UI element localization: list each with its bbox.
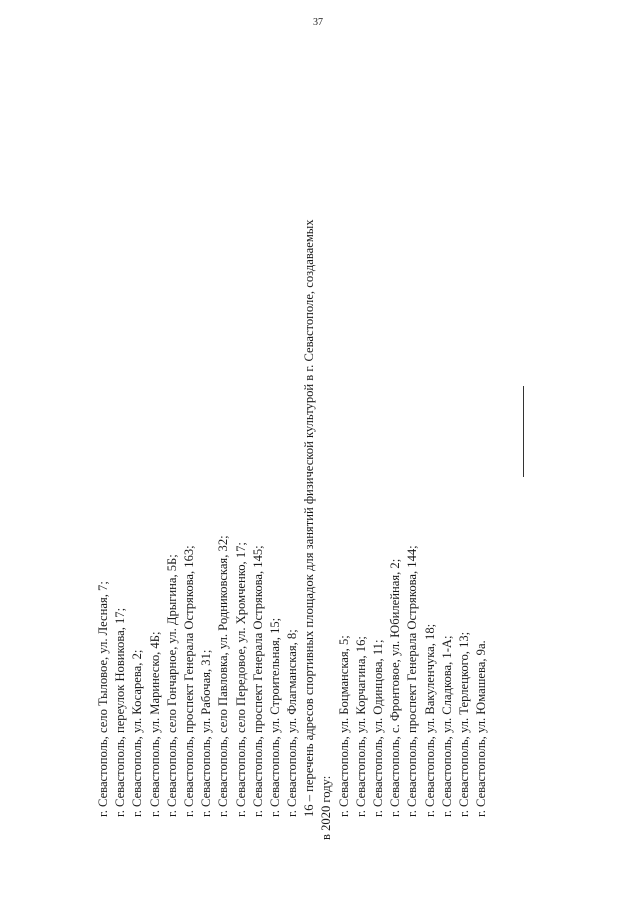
list-item: г. Севастополь, с. Фронтовое, ул. Юбилейная, 2; [388, 558, 403, 817]
list-item: г. Севастополь, ул. Рабочая, 31; [199, 649, 214, 817]
list-item: г. Севастополь, ул. Косарева, 2; [130, 649, 145, 817]
list-item: г. Севастополь, проспект Генерала Острякова, 144; [405, 545, 420, 817]
address-list-a [95, 50, 301, 840]
list-item: г. Севастополь, ул. Строительная, 15; [267, 617, 282, 817]
list-item: г. Севастополь, ул. Боцманская, 5; [336, 635, 351, 817]
list-item: г. Севастополь, село Тыловое, ул. Лесная, 7; [96, 581, 110, 817]
list-item: г. Севастополь, село Павловка, ул. Родниковская, 32; [216, 535, 231, 817]
list-item: г. Севастополь, ул. Юмашева, 9а. [474, 640, 489, 817]
list-item: г. Севастополь, ул. Флагманская, 8; [285, 629, 300, 817]
list-item: г. Севастополь, ул. Терлецкого, 13; [456, 631, 471, 817]
section-divider-line [523, 386, 524, 477]
list-item: г. Севастополь, проспект Генерала Острякова, 163; [181, 545, 196, 817]
page-number: 37 [313, 17, 323, 28]
rotated-text-block [95, 50, 490, 840]
list-item: г. Севастополь, ул. Маринеско, 4Б; [147, 631, 162, 817]
list-item: г. Севастополь, проспект Генерала Острякова, 145; [250, 545, 265, 817]
list-item: г. Севастополь, село Передовое, ул. Хромченко, 17; [233, 542, 248, 817]
list-item: г. Севастополь, ул. Корчагина, 16; [353, 636, 368, 817]
list-item: г. Севастополь, ул. Вакуленчука, 18; [422, 623, 437, 817]
section-heading-line-2: в 2020 году: [319, 775, 334, 840]
list-item: г. Севастополь, переулок Новикова, 17; [113, 607, 128, 817]
list-item: г. Севастополь, село Гончарное, ул. Дрыгина, 5Б; [164, 554, 179, 817]
section-heading-line-1: 16 – перечень адресов спортивных площадок для занятий физической культурой в г. Севастополе, создаваемых [302, 219, 317, 817]
list-item: г. Севастополь, ул. Сладкова, 1-А; [439, 635, 454, 817]
list-item: г. Севастополь, ул. Одинцова, 11; [371, 639, 385, 817]
address-list-b [336, 50, 491, 840]
section-16-heading [301, 50, 335, 840]
